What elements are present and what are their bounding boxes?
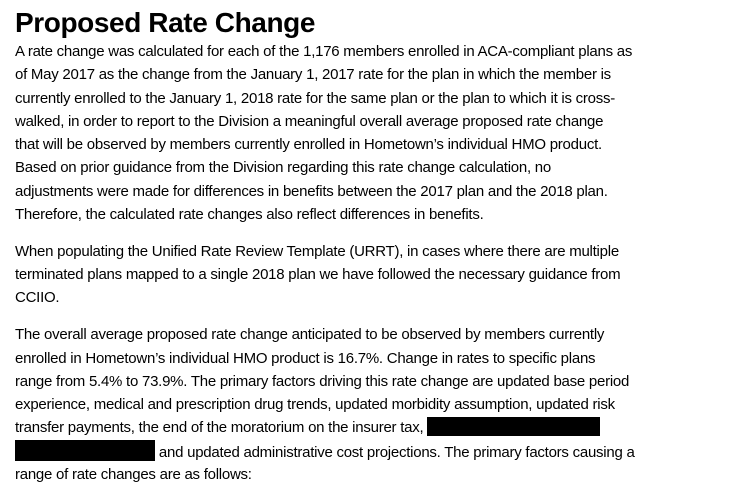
- text-segment: and updated administrative cost projections. The primary factors causing a: [155, 443, 635, 461]
- text-line: [15, 110, 727, 133]
- text-segment: walked, in order to report to the Division a meaningful overall average proposed rate change: [15, 112, 604, 130]
- text-line: [15, 286, 727, 309]
- text-segment: A rate change was calculated for each of the 1,176 members enrolled in ACA-compliant plans as: [15, 43, 633, 60]
- text-line: [15, 263, 727, 286]
- text-segment: that will be observed by members currently enrolled in Hometown’s individual HMO product.: [15, 136, 602, 154]
- redaction-bar: [427, 417, 600, 436]
- text-segment: Based on prior guidance from the Division regarding this rate change calculation, no: [15, 159, 551, 177]
- text-line: [15, 156, 727, 179]
- paragraph: [15, 323, 727, 486]
- document-body: [15, 40, 727, 486]
- text-segment: terminated plans mapped to a single 2018 plan we have followed the necessary guidance from: [15, 266, 621, 284]
- text-line: [15, 463, 727, 486]
- text-line: [15, 240, 727, 263]
- text-segment: currently enrolled to the January 1, 2018 rate for the same plan or the plan to which it is cross-: [15, 89, 615, 107]
- text-segment: CCIIO.: [15, 289, 60, 307]
- text-segment: enrolled in Hometown’s individual HMO product is 16.7%. Change in rates to specific plans: [15, 349, 596, 367]
- text-segment: range from 5.4% to 73.9%. The primary factors driving this rate change are updated base period: [15, 372, 630, 390]
- text-segment: of May 2017 as the change from the January 1, 2017 rate for the plan in which the member is: [15, 66, 611, 84]
- paragraph: [15, 40, 727, 226]
- text-line: [15, 440, 727, 463]
- text-segment: adjustments were made for differences in benefits between the 2017 plan and the 2018 plan.: [15, 182, 608, 200]
- text-line: [15, 347, 727, 370]
- text-segment: Therefore, the calculated rate changes also reflect differences in benefits.: [15, 206, 484, 224]
- text-line: [15, 180, 727, 203]
- text-line: [15, 203, 727, 226]
- text-line: [15, 87, 727, 110]
- document-title: Proposed Rate Change: [15, 7, 316, 38]
- text-line: [15, 323, 727, 346]
- text-line: [15, 370, 727, 393]
- redaction-bar: [15, 440, 155, 461]
- text-line: [15, 416, 727, 439]
- text-line: [15, 63, 727, 86]
- paragraph: [15, 240, 727, 310]
- text-line: [15, 133, 727, 156]
- text-segment: range of rate changes are as follows:: [15, 466, 252, 484]
- text-line: [15, 393, 727, 416]
- text-segment: When populating the Unified Rate Review Template (URRT), in cases where there are multiple: [15, 242, 619, 260]
- text-segment: experience, medical and prescription drug trends, updated morbidity assumption, updated risk: [15, 396, 615, 414]
- text-segment: The overall average proposed rate change anticipated to be observed by members currently: [15, 326, 605, 344]
- text-line: [15, 40, 727, 63]
- text-segment: transfer payments, the end of the moratorium on the insurer tax,: [15, 419, 428, 437]
